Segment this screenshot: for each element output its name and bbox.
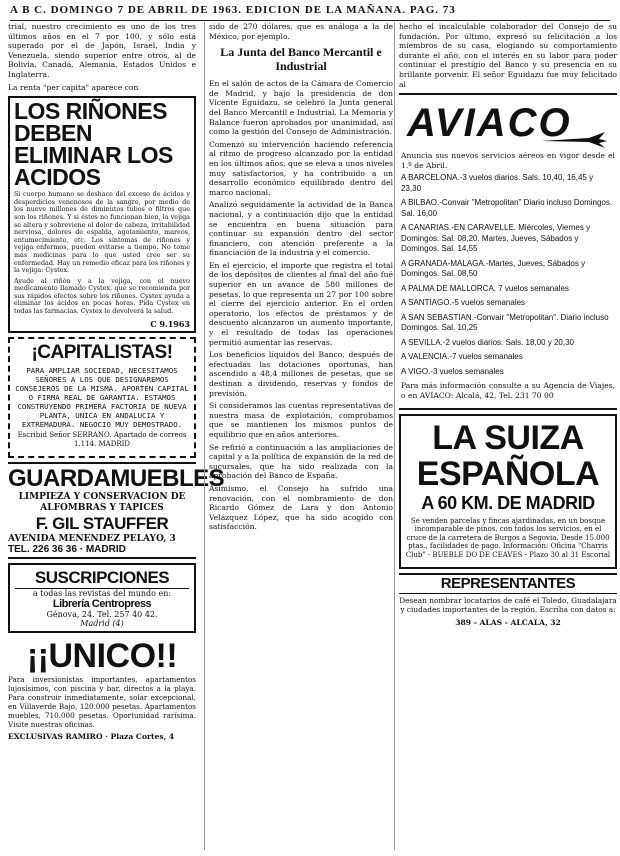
ad-suiza-line2: ESPAÑOLA — [416, 454, 600, 493]
ad-rinones-body: Si cuerpo humano se deshace del exceso de ácidos y desperdicios venenosos de la sangre, por medio de los nueve millones de diminutos tubos o filtros que son los riñones. Y si éstos no funcionan bien, la vejiga se altera y sobreviene el dolor de cabeza, irritabilidad nerviosa, dolores de espalda, agotamiento, mareos, entumecimiento, etc. Los síntomas de riñones y vejiga enfermos, pueden evitarse a tiempo. No tome más medicinas para lo que usted cree ser su enfermedad. Hay un remedio eficaz para los riñones y la vejiga: Cystex. — [14, 190, 190, 275]
ad-suscripciones-addr: Génova, 24. Tel. 257 40 42. — [46, 609, 158, 619]
aviaco-route: A CANARIAS.-EN CARAVELLE. Miércoles, Viernes y Domingos. Sal. 08,20. Martes, Jueves, Sábados y Domingos. Sal. 14,55 — [401, 223, 591, 254]
ad-representantes-title: REPRESENTANTES — [399, 573, 617, 594]
ad-guardamuebles-title: GUARDAMUEBLES — [8, 464, 225, 492]
ad-suscripciones-city: Madrid (4) — [80, 618, 124, 628]
ad-rinones-title: LOS RIÑONES DEBEN ELIMINAR LOS ACIDOS — [14, 98, 173, 191]
ad-guardamuebles-name: F. GIL STAUFFER — [35, 513, 169, 533]
ad-unico-footer: EXCLUSIVAS RAMIRO · Plaza Cortes, 4 — [8, 731, 175, 741]
ad-guardamuebles-sub: LIMPIEZA Y CONSERVACION DE ALFOMBRAS Y TAPICES — [18, 491, 186, 513]
ad-representantes-footer: 389 - ALAS - ALCALA, 32 — [455, 617, 561, 627]
ad-representantes-body: Desean nombrar locatarios de café el Toledo, Guadalajara y ciudades importantes de la región. Escríba con datos a: — [399, 595, 617, 615]
ad-unico-title: ¡¡UNICO!! — [26, 636, 178, 675]
article-paragraph: Los beneficios líquidos del Banco, después de efectuadas las dotaciones oportunas, han ascendido a 48,4 millones de pesetas, que se destinan a dividendo, reservas y fondos de previsión. — [209, 350, 393, 398]
column-3 — [394, 22, 617, 850]
ad-guardamuebles — [8, 462, 225, 559]
ad-unico — [8, 637, 196, 741]
aviaco-intro: Anuncia sus nuevos servicios aéreos en vigor desde el 1.º de Abril. — [401, 151, 615, 170]
aviaco-footer: Para más información consulte a su Agencia de Viajes, o en AVIACO: Alcalá, 42, Tel. 231 70 00 — [401, 381, 615, 400]
aviaco-route: A VALENCIA.-7 vuelos semanales — [401, 352, 523, 362]
ad-representantes — [399, 573, 617, 627]
aviaco-route: A BARCELONA.-3 vuelos diarios. Sals. 10,40, 16,45 y 23,30 — [401, 173, 594, 193]
ad-suiza-body: Se venden parcelas y fincas ajardinadas, en un bosque incomparable de pinos, con todos los servicios, en el cruce de la carretera de Burgos a Segovia. Desde 15.000 ptas., facilidades de pago. Información: Oficina "Charris Club" - BUEBLE DO DE CEAVES - Plazo 30 al 31 Escorial — [405, 516, 611, 559]
aviaco-logo-area — [401, 99, 615, 151]
ad-capitalistas — [8, 337, 196, 458]
aviaco-route: A BILBAO.-Convair "Metropolitan" Diario incluso Domingos. Sal. 16,00 — [401, 198, 613, 218]
ad-capitalistas-contact: Escribid Señor SERRANO. Apartado de correos 1.114. MADRID — [17, 430, 187, 449]
aviaco-routes — [401, 173, 615, 377]
ad-suscripciones-line: a todas las revistas del mundo en: — [32, 588, 172, 598]
ad-rinones — [8, 96, 196, 333]
ad-suiza-line1: LA SUIZA — [432, 418, 584, 457]
ad-suiza-line3: A 60 KM. DE MADRID — [421, 492, 595, 513]
ad-capitalistas-title: ¡CAPITALISTAS! — [31, 341, 173, 363]
column-2 — [204, 22, 393, 850]
article-paragraph: Comenzó su intervención haciendo referencia al ritmo de progreso alcanzado por la entidad en los últimos años, que se eleva a unos niveles muy satisfactorios, y ha contribuido a un desarrollo económico equilibrado dentro del marco nacional. — [209, 139, 393, 197]
ad-suiza — [399, 414, 617, 569]
aviaco-logo: AVIACO — [407, 101, 572, 146]
ad-unico-body: Para inversionistas importantes, apartamentos lujosísimos, con piscina y bar, directos a la playa. Para construir inmediatamente, solar excepcional, en Villaverde Bajo, 120.000 pesetas. Apartamentos muebles, 710.000 pesetas. Oportunidad rarísima. Visite nuestras oficinas. — [8, 674, 196, 729]
article-paragraph: En el salón de actos de la Cámara de Comercio de Madrid, y bajo la presidencia de don Vicente Eguidazu, se celebró la Junta general del Banco Mercantil e Industrial. La Memoria y Balance fueron aprobados por unanimidad, así como la gestión del Consejo de Administración. — [209, 79, 393, 137]
article-paragraph: Asimismo, el Consejo ha sufrido una renovación, con el nombramiento de don Ricardo Gómez de Lara y don Antonio Velázquez López, que ha sido acogido con satisfacción. — [209, 483, 393, 532]
aviaco-route: A VIGO.-3 vuelos semanales — [401, 366, 504, 376]
ad-capitalistas-body: PARA AMPLIAR SOCIEDAD, NECESITAMOS SEÑORES A LOS QUE DESIGNAREMOS CONSEJEROS DE LA MISMA. APORTEN CAPITAL O FIRMA REAL DE GARANTIA. ESTAMOS CONSTRUYENDO PRIMERA FACTORIA DE NUEVA PLANTA, UNICA EN ANDALUCIA Y EXTREMADURA. NEGOCIO MUY DEMOSTRADO. — [15, 365, 189, 429]
article-paragraph: Si consideramos las cuentas representativas de nuestra masa de explotación, comprobamos que se mantienen los mismos puntos de equilibrio que en años anteriores. — [209, 401, 393, 439]
ad-rinones-code: C 9.1963 — [150, 318, 190, 329]
article-title: La Junta del Banco Mercantil e Industrial — [220, 45, 382, 74]
aviaco-route: A SAN SEBASTIAN.-Convair "Metropolitan". Diario incluso Domingos. Sal. 10,25 — [401, 312, 609, 333]
airplane-icon — [539, 129, 609, 149]
article-body — [209, 79, 393, 532]
ad-guardamuebles-tel: TEL. 226 36 36 · MADRID — [8, 543, 126, 555]
aviaco-route: A SEVILLA.-2 vuelos diarios. Sals. 18,00 y 20,30 — [401, 337, 574, 347]
article-continuation: trial, nuestro crecimiento es uno de los tres últimos años en el 7 por 100, y sólo está superado por el de Japón, Israel, India y Venezuela, siendo superior entre otros, al de Bolivia, Canadá, Alemania, Estados Unidos e Inglaterra. — [8, 22, 196, 79]
aviaco-route: A PALMA DE MALLORCA. 7 vuelos semanales — [401, 283, 569, 293]
article-paragraph: En el ejercicio, el importe que registra el total de los depósitos de clientes al final del año fué superior en un avance de 580 millones de pesetas, lo que representa un 27 por 100 sobre el cierre del ejercicio anterior. En el orden operatorio, los efectos de préstamos y de descuento alcanzaron un aumento importante, y el resultado de todas las operaciones permitió aumentar las reservas. — [209, 260, 393, 347]
ad-rinones-body2: Ayude al riñón y a la vejiga, con el nuevo medicamento llamado Cystex, que se recomienda por sus rápidos efectos sobre los riñones. Cystex ayuda a eliminar los ácidos en pocas horas. Pida Cystex en todas las farmacias. Cystex le devolverá la salud. — [14, 276, 190, 316]
column-1 — [8, 22, 225, 850]
ad-suscripciones-name: Librería Centropress — [52, 597, 152, 610]
ad-suscripciones — [8, 563, 196, 633]
article-continuation-2: La renta "per capita" aparece con — [8, 82, 139, 92]
ad-guardamuebles-addr: AVENIDA MENENDEZ PELAYO, 3 — [8, 533, 176, 544]
ad-suscripciones-title: SUSCRIPCIONES — [15, 568, 189, 589]
page-header: A B C. DOMINGO 7 DE ABRIL DE 1963. EDICION DE LA MAÑANA. PAG. 73 — [10, 4, 610, 21]
article-paragraph: Analizó seguidamente la actividad de la Banca nacional, y a continuación dijo que la entidad se encuentra en buena situación para continuar su expansión dentro del sector financiero, con atención preferente a la financiación de la industria y el comercio. — [209, 200, 393, 258]
ad-aviaco — [399, 93, 617, 409]
aviaco-route: A GRANADA-MALAGA.-Martes, Jueves, Sábados y Domingos. Sal. 08,50 — [401, 258, 586, 279]
article-continuation: sido de 270 dólares, que es análoga a la de México, por ejemplo. — [209, 22, 393, 41]
aviaco-route: A SANTIAGO.-5 vuelos semanales — [401, 298, 526, 308]
article-paragraph: Se refirió a continuación a las ampliaciones de capital y a la política de expansión de la red de sucursales, que ha sido realizada con la aprobación del Banco de España. — [209, 442, 393, 481]
article-continuation: hecho el incalculable colaborador del Consejo de su fundación. Por último, expresó su felicitación a los miembros de su casa, elogiando su comportamiento durante el año, con el interés en su labor para poder continuar el prestigio del Banco y su presencia en su brillante porvenir. El señor Eguidazu fue muy felicitado al — [399, 22, 617, 89]
